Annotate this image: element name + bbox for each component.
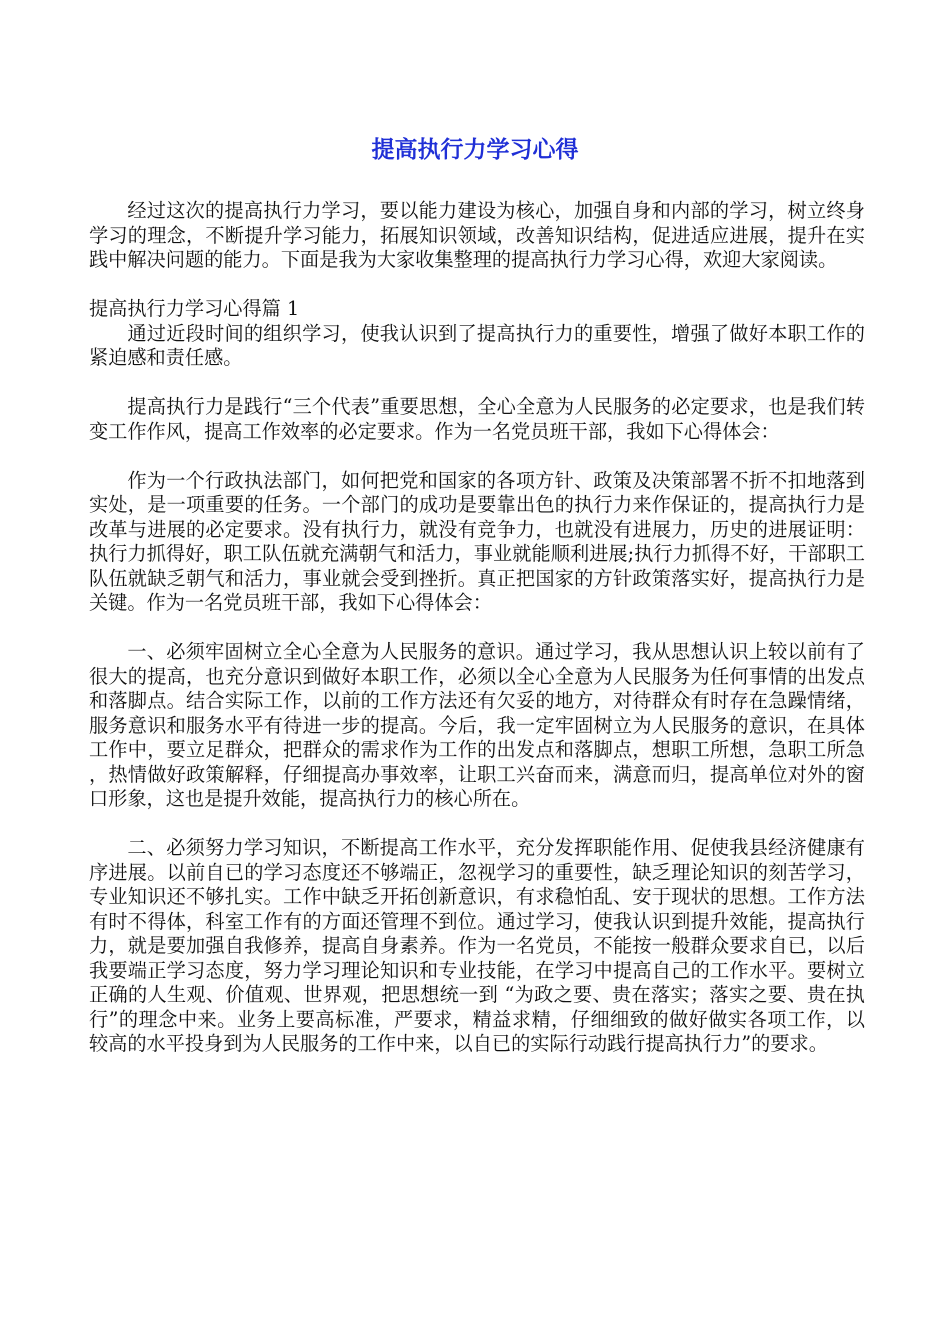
- document-body: [89, 199, 865, 1057]
- paragraph-4: 一、必须牢固树立全心全意为人民服务的意识。通过学习，我从思想认识上较以前有了很大的提高，也充分意识到做好本职工作，必须以全心全意为人民服务为任何事情的出发点和落脚点。结合实际工作，以前的工作方法还有欠妥的地方，对待群众有时存在急躁情绪，服务意识和服务水平有待进一步的提高。今后，我一定牢固树立为人民服务的意识，在具体工作中，要立足群众，把群众的需求作为工作的出发点和落脚点，想职工所想，急职工所急，热情做好政策解释，仔细提高办事效率，让职工兴奋而来，满意而归，提高单位对外的窗口形象，这也是提升效能，提高执行力的核心所在。: [89, 640, 865, 810]
- paragraph-1: 通过近段时间的组织学习，使我认识到了提高执行力的重要性，增强了做好本职工作的紧迫感和责任感。: [89, 321, 865, 369]
- paragraph-3: 作为一个行政执法部门，如何把党和国家的各项方针、政策及决策部署不折不扣地落到实处，是一项重要的任务。一个部门的成功是要靠出色的执行力来作保证的，提高执行力是改革与进展的必定要求。没有执行力，就没有竞争力，也就没有进展力，历史的进展证明：执行力抓得好，职工队伍就充满朝气和活力，事业就能顺利进展;执行力抓得不好，干部职工队伍就缺乏朝气和活力，事业就会受到挫折。真正把国家的方针政策落实好，提高执行力是关键。作为一名党员班干部，我如下心得体会：: [89, 468, 865, 614]
- section-heading: 提高执行力学习心得篇 1: [89, 297, 300, 320]
- paragraph-5: 二、必须努力学习知识，不断提高工作水平，充分发挥职能作用、促使我县经济健康有序进展。以前自已的学习态度还不够端正，忽视学习的重要性，缺乏理论知识的刻苦学习，专业知识还不够扎实。工作中缺乏开拓创新意识，有求稳怕乱、安于现状的思想。工作方法有时不得体，科室工作有的方面还管理不到位。通过学习，使我认识到提升效能，提高执行力，就是要加强自我修养，提高自身素养。作为一名党员，不能按一般群众要求自已，以后我要端正学习态度，努力学习理论知识和专业技能，在学习中提高自己的工作水平。要树立正确的人生观、价值观、世界观，把思想统一到 “为政之要、贵在落实；落实之要、贵在执行”的理念中来。业务上要高标准，严要求，精益求精，仔细细致的做好做实各项工作，以较高的水平投身到为人民服务的工作中来，以自已的实际行动践行提高执行力”的要求。: [89, 836, 865, 1055]
- intro-paragraph: 经过这次的提高执行力学习，要以能力建设为核心，加强自身和内部的学习，树立终身学习的理念，不断提升学习能力，拓展知识领域，改善知识结构，促进适应进展，提升在实践中解决问题的能力。下面是我为大家收集整理的提高执行力学习心得，欢迎大家阅读。: [89, 199, 865, 271]
- paragraph-2: 提高执行力是践行“三个代表”重要思想，全心全意为人民服务的必定要求，也是我们转变工作作风，提高工作效率的必定要求。作为一名党员班干部，我如下心得体会：: [89, 395, 865, 443]
- document-title: 提高执行力学习心得: [371, 137, 579, 163]
